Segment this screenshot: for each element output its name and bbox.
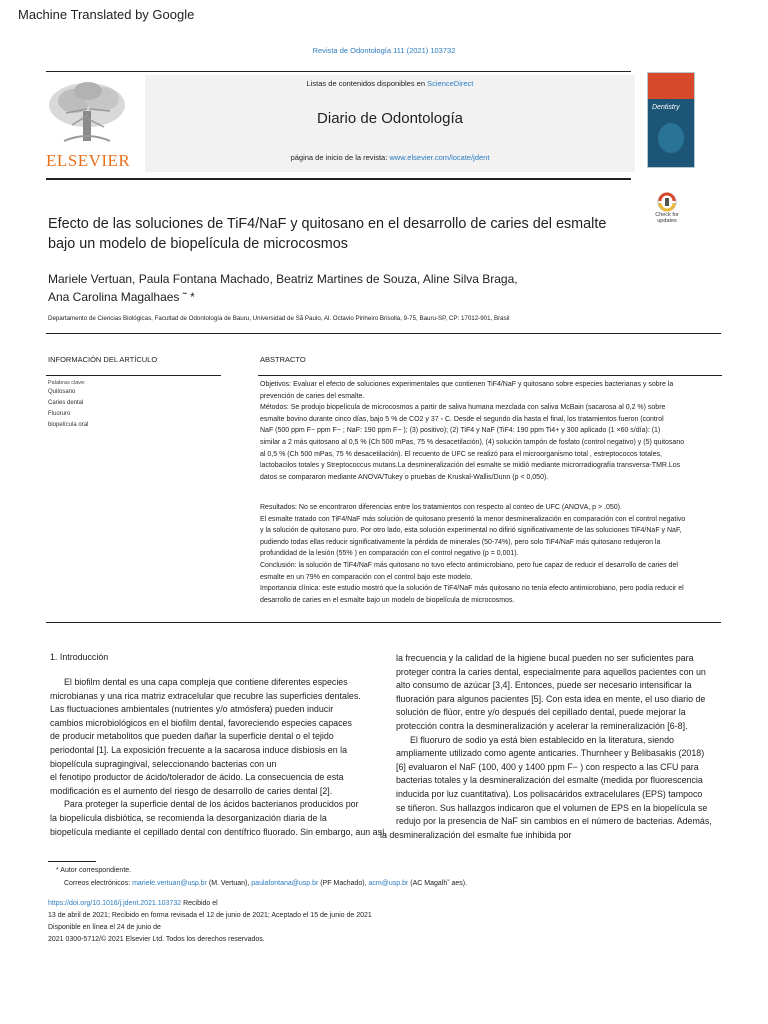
abstract-line: lactobacilos totales y Streptococcus mutans.La desmineralización del esmalte se midió mediante microrradiografía transversa-TMR.Los bbox=[260, 462, 681, 470]
header-rule-top bbox=[46, 71, 631, 72]
abstract-line: El esmalte tratado con TiF4/NaF más solución de quitosano presentó la menor desmineralización en comparación con el control negativo bbox=[260, 515, 686, 523]
body-line: proteger contra la caries dental, especialmente para aquellos pacientes con un bbox=[396, 666, 706, 677]
abstract-line: Objetivos: Evaluar el efecto de soluciones experimentales que contienen TiF4/NaF y quitosano sobre especies bacterianas y sobre la bbox=[260, 381, 674, 388]
body-line: [6] evaluaron el NaF (100, 400 y 1400 ppm F− ) con respecto a las CFU para bbox=[396, 761, 699, 772]
doi-line bbox=[48, 900, 218, 907]
abstract-rule bbox=[258, 375, 722, 376]
keyword-item: Quitosano bbox=[48, 389, 76, 395]
body-line: la biopelícula disbiótica, se recomienda la desorganización diaria de la bbox=[50, 812, 327, 823]
body-line: alto consumo de azúcar [3,4]. Entonces, puede ser necesario intensificar la bbox=[396, 680, 692, 691]
abstract-bottom-rule bbox=[46, 622, 721, 623]
abstract-line: pudiendo todas ellas reducir significativamente la pérdida de minerales (50-74%), pero solo TiF4/NaF más quitosano redujeron la bbox=[260, 538, 661, 546]
body-line: la frecuencia y la calidad de la higiene bucal pueden no ser suficientes para bbox=[396, 653, 694, 663]
authors-line2: Ana Carolina Magalhaes ˜ * bbox=[48, 290, 195, 304]
keyword-item: Caries dental bbox=[48, 400, 84, 406]
abstract-line: y la solución de quitosano puro. Por otro lado, esta solución experimental no difirió significativamente de las soluciones TiF4/NaF y NaF, bbox=[260, 527, 682, 535]
body-line: biopelícula mediante el cepillado dental con dentífrico fluorado. Sin embargo, aun así, bbox=[50, 826, 387, 837]
corresponding-author-note: * Autor correspondiente. bbox=[56, 867, 132, 874]
abstract-line: Importancia clínica: este estudio mostró que la solución de TiF4/NaF más quitosano no tenía efecto antimicrobiano, pero podía reducir el bbox=[260, 585, 684, 593]
journal-reference-link[interactable]: Revista de Odontología 111 (2021) 103732 bbox=[312, 46, 456, 55]
body-line: Las fluctuaciones ambientales (nutrientes y/o atmósfera) pueden inducir bbox=[50, 704, 334, 715]
elsevier-wordmark: ELSEVIER bbox=[46, 151, 131, 170]
body-line: cambios microbiológicos en el biofilm dental, favoreciendo especies capaces bbox=[50, 717, 352, 728]
article-title-line1: Efecto de las soluciones de TiF4/NaF y quitosano en el desarrollo de caries del esmalte bbox=[48, 216, 607, 232]
body-line: solución de flúor, entre y/o después del cepillado dental, puede mejorar la bbox=[396, 707, 686, 718]
abstract-line: al 0,5 % (Ch 500 mPas, 75 % desacetilación). El recuento de UFC se realizó para el microorganismo total , estreptococos totales, bbox=[260, 450, 662, 458]
cover-top-band bbox=[648, 73, 694, 99]
keyword-item: biopelícula oral bbox=[48, 422, 89, 428]
authors-line1: Mariele Vertuan, Paula Fontana Machado, Beatriz Martines de Souza, Aline Silva Braga, bbox=[48, 272, 518, 286]
homepage-link[interactable]: www.elsevier.com/locate/jdent bbox=[389, 153, 490, 162]
section-heading: 1. Introducción bbox=[50, 652, 109, 662]
affiliation: Departamento de Ciencias Biológicas, Facultad de Odontología de Bauru, Universidad de Sã Paulo, Al. Octavio Pinheiro Brisolla, 9-75, Bauru-SP, CP: 17012-901, Brasil bbox=[48, 315, 510, 322]
body-line: el fenotipo productor de ácido/tolerador de ácido. La consecuencia de esta bbox=[50, 772, 344, 783]
body-line: ampliamente utilizado como agente anticaries. Thurnheer y Belibasakis (2018) bbox=[396, 748, 705, 759]
check-for-updates-icon bbox=[650, 192, 684, 212]
body-line: El fluoruro de sodio ya está bien establecido en la literatura, siendo bbox=[410, 734, 674, 745]
homepage-prefix: página de inicio de la revista: bbox=[290, 153, 388, 162]
article-title bbox=[48, 214, 633, 254]
check-for-updates-label: Check for updates bbox=[655, 212, 679, 224]
email-owner: (AC Magalh˜ aes). bbox=[410, 880, 468, 887]
contents-prefix: Listas de contenidos disponibles en bbox=[306, 79, 426, 88]
email-owner: (M. Vertuan), bbox=[208, 880, 250, 887]
abstract-line: Resultados: No se encontraron diferencias entre los tratamientos con respecto al conteo de UFC (ANOVA, p > .050). bbox=[260, 504, 622, 511]
article-title-line2: bajo un modelo de biopelícula de microcosmos bbox=[48, 236, 348, 252]
abstract-line: esmalte en un 79% en comparación con el control bajo este modelo. bbox=[260, 573, 473, 581]
abstract-line: prevención de caries del esmalte. bbox=[260, 392, 365, 400]
abstract-line: profundidad de la lesión (55% ) en comparación con el control negativo (p = 0,001). bbox=[260, 550, 519, 558]
cover-graphic bbox=[658, 123, 684, 153]
doi-link[interactable]: https://doi.org/10.1016/j.jdent.2021.103732 bbox=[48, 900, 182, 907]
body-line: la desmineralización del esmalte fue inhibida por bbox=[380, 829, 572, 840]
body-line: protección contra la desmineralización y acelerar la remineralización [6-8]. bbox=[396, 720, 688, 731]
abstract-heading: ABSTRACTO bbox=[260, 355, 306, 364]
keywords-heading: Palabras clave: bbox=[48, 380, 86, 386]
online-date: Disponible en línea el 24 de junio de bbox=[48, 924, 161, 931]
abstract-line: similar a 2 más quitosano al 0,5 % (Ch 500 mPas, 75 % desacetilación), (4) solución tampón de fosfato (control negativo) y (5) quitosano bbox=[260, 438, 685, 446]
cover-title: Dentistry bbox=[652, 104, 680, 111]
abstract-line: esmalte bovino durante cinco días, bajo 5 % de CO2 y 37 ◦ C. Desde el segundo día hasta el final, los tratamientos fueron (control bbox=[260, 415, 664, 423]
body-line: se tiñeron. Sus hallazgos indicaron que el volumen de EPS en la biopelícula se bbox=[396, 802, 708, 813]
received-label: Recibido el bbox=[183, 900, 218, 907]
abstract-line: desarrollo de caries en el esmalte bajo un modelo de biopelícula de microcosmos. bbox=[260, 596, 515, 604]
affiliation-rule bbox=[46, 333, 721, 334]
email-link-machado[interactable]: paulafontana@usp.br bbox=[251, 880, 319, 887]
author-list bbox=[48, 270, 608, 306]
body-line: de producir metabolitos que pueden dañar la superficie dental o el tejido bbox=[50, 731, 334, 742]
footnote-rule bbox=[48, 861, 96, 862]
header-rule-bottom bbox=[46, 178, 631, 180]
contents-availability bbox=[145, 79, 635, 88]
copyright: 2021 0300-5712/© 2021 Elsevier Ltd. Todos los derechos reservados. bbox=[48, 936, 265, 943]
keyword-item: Fluoruro bbox=[48, 411, 71, 417]
email-link-magalhaes[interactable]: acm@usp.br bbox=[368, 880, 409, 887]
email-line bbox=[64, 880, 467, 887]
abstract-block-1 bbox=[260, 379, 722, 483]
body-line: biopelícula supragingival, seleccionando bacterias con un bbox=[50, 758, 277, 769]
body-line: inducida por luz cuantitativa). Los polisacáridos extracelulares (EPS) tampoco bbox=[396, 788, 703, 799]
check-for-updates-badge[interactable] bbox=[650, 192, 684, 230]
body-right-column bbox=[380, 652, 726, 842]
journal-cover-image bbox=[647, 72, 695, 168]
body-line: redujo por la presencia de NaF sin cambios en el número de bacterias. Además, bbox=[396, 816, 712, 827]
abstract-line: Conclusión: la solución de TiF4/NaF más quitosano no tuvo efecto antimicrobiano, pero fue capaz de reducir el desarrollo de caries del bbox=[260, 561, 678, 569]
abstract-line: datos se compararon mediante ANOVA/Tukey o pruebas de Kruskal-Wallis/Dunn (p < 0,050). bbox=[260, 473, 549, 481]
sciencedirect-link[interactable]: ScienceDirect bbox=[427, 79, 474, 88]
article-info-heading: INFORMACIÓN DEL ARTÍCULO bbox=[48, 355, 158, 364]
article-info-rule bbox=[46, 375, 221, 376]
machine-translated-banner: Machine Translated by Google bbox=[18, 7, 195, 22]
emails-prefix: Correos electrónicos: bbox=[64, 880, 131, 887]
article-dates: 13 de abril de 2021; Recibido en forma revisada el 12 de junio de 2021; Aceptado el 15 de junio de 2021 bbox=[48, 912, 372, 919]
email-owner: (PF Machado), bbox=[320, 880, 367, 887]
abstract-line: Métodos: Se produjo biopelícula de microcosmos a partir de saliva humana mezclada con saliva McBain (sacarosa al 0,2 %) sobre bbox=[260, 404, 666, 412]
abstract-block-2 bbox=[260, 502, 722, 606]
abstract-line: NaF (500 ppm F− ppm F− ; NaF: 190 ppm F− ); (3) positivo); (2) TiF4 y NaF (TiF4: 190 ppm Ti4+ y 300 aplicado (1 ×60 s/día): (1) bbox=[260, 427, 661, 435]
body-line: microbianas y una rica matriz extracelular que recubre las superficies dentales. bbox=[50, 690, 361, 701]
body-line: fluoración para algunos pacientes [5]. Con esta idea en mente, el uso diario de bbox=[396, 693, 706, 704]
journal-title: Diario de Odontología bbox=[317, 110, 463, 127]
body-line: Para proteger la superficie dental de los ácidos bacterianos producidos por bbox=[64, 799, 359, 810]
email-link-vertuan[interactable]: mariele.vertuan@usp.br bbox=[132, 880, 207, 887]
body-left-column bbox=[50, 676, 386, 839]
body-line: bacterias totales y la desmineralización del esmalte (medida por fluorescencia bbox=[396, 775, 703, 786]
body-line: El biofilm dental es una capa compleja que contiene diferentes especies bbox=[64, 677, 348, 687]
body-line: modificación es el aumento del riesgo de desarrollo de caries dental [2]. bbox=[50, 785, 333, 796]
journal-homepage bbox=[145, 153, 635, 162]
body-line: periodontal [1]. La exposición frecuente a la sacarosa induce disbiosis en la bbox=[50, 744, 348, 755]
